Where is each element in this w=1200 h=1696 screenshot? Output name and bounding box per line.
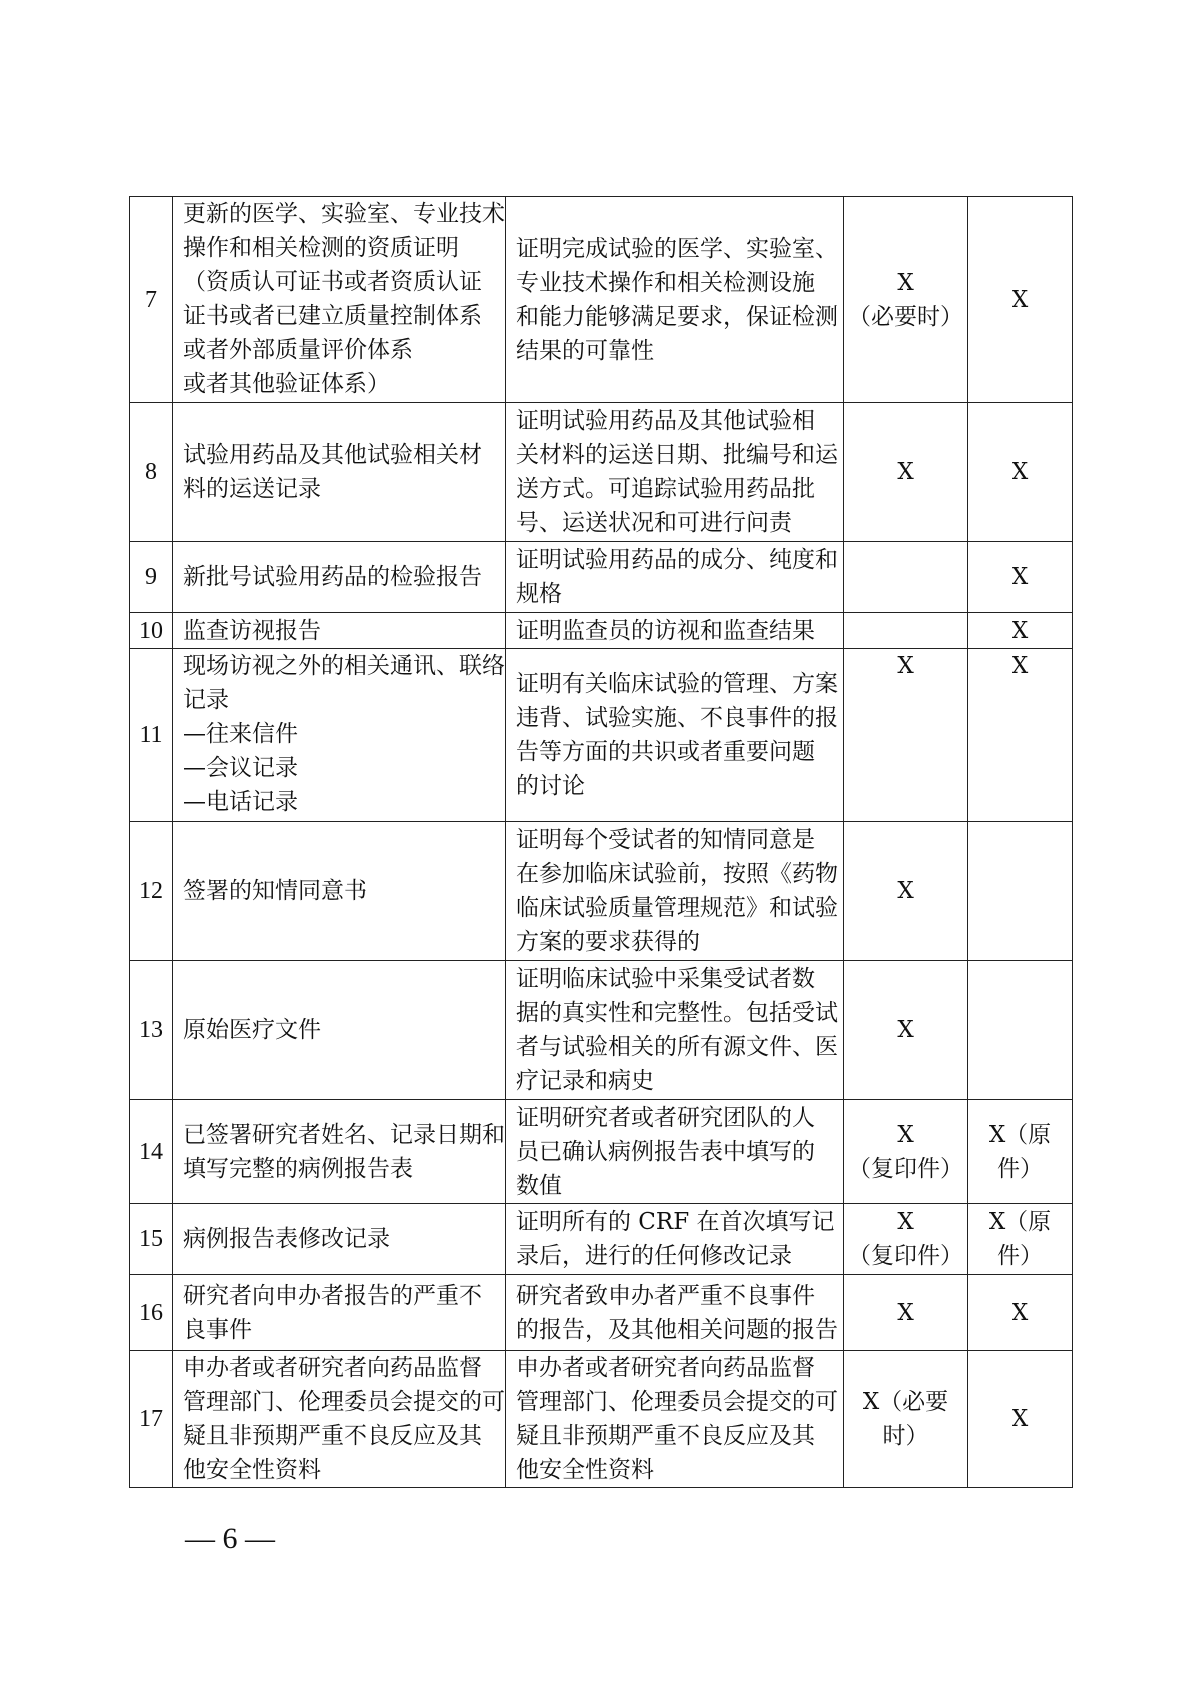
sponsor-mark-cell: X — [968, 197, 1073, 403]
row-number: 7 — [130, 197, 173, 403]
sponsor-mark-cell: X（原 件） — [968, 1204, 1073, 1275]
row-number: 15 — [130, 1204, 173, 1275]
document-name-cell: 新批号试验用药品的检验报告 — [173, 542, 506, 613]
sponsor-mark-cell: X — [968, 1275, 1073, 1351]
row-number: 10 — [130, 613, 173, 649]
sponsor-mark-cell — [968, 961, 1073, 1100]
investigator-mark-cell: X （复印件） — [844, 1100, 968, 1204]
table-row — [130, 961, 1073, 1100]
purpose-cell: 证明所有的 CRF 在首次填写记 录后，进行的任何修改记录 — [506, 1204, 844, 1275]
document-name-cell: 申办者或者研究者向药品监督 管理部门、伦理委员会提交的可 疑且非预期严重不良反应及其 他安全性资料 — [173, 1351, 506, 1488]
document-name-cell: 原始医疗文件 — [173, 961, 506, 1100]
investigator-mark-cell: X — [844, 961, 968, 1100]
row-number: 14 — [130, 1100, 173, 1204]
table-row — [130, 403, 1073, 542]
table-row — [130, 822, 1073, 961]
document-name-cell: 更新的医学、实验室、专业技术 操作和相关检测的资质证明 （资质认可证书或者资质认证 证书或者已建立质量控制体系 或者外部质量评价体系 或者其他验证体系） — [173, 197, 506, 403]
row-number: 17 — [130, 1351, 173, 1488]
document-name-cell: 已签署研究者姓名、记录日期和 填写完整的病例报告表 — [173, 1100, 506, 1204]
essential-documents-table — [129, 196, 1073, 1488]
purpose-cell: 证明试验用药品及其他试验相 关材料的运送日期、批编号和运 送方式。可追踪试验用药品批 号、运送状况和可进行问责 — [506, 403, 844, 542]
purpose-cell: 证明完成试验的医学、实验室、 专业技术操作和相关检测设施 和能力能够满足要求，保证检测 结果的可靠性 — [506, 197, 844, 403]
page-number: — 6 — — [185, 1522, 275, 1555]
table-row — [130, 613, 1073, 649]
row-number: 11 — [130, 649, 173, 822]
purpose-cell: 证明研究者或者研究团队的人 员已确认病例报告表中填写的 数值 — [506, 1100, 844, 1204]
table-row — [130, 1100, 1073, 1204]
document-name-cell: 监查访视报告 — [173, 613, 506, 649]
purpose-cell: 证明每个受试者的知情同意是 在参加临床试验前，按照《药物 临床试验质量管理规范》和试验 方案的要求获得的 — [506, 822, 844, 961]
table-row — [130, 542, 1073, 613]
purpose-cell: 研究者致申办者严重不良事件 的报告，及其他相关问题的报告 — [506, 1275, 844, 1351]
investigator-mark-cell: X — [844, 403, 968, 542]
sponsor-mark-cell: X — [968, 613, 1073, 649]
document-name-cell: 签署的知情同意书 — [173, 822, 506, 961]
document-name-cell: 研究者向申办者报告的严重不 良事件 — [173, 1275, 506, 1351]
document-name-cell: 现场访视之外的相关通讯、联络 记录 —往来信件 —会议记录 —电话记录 — [173, 649, 506, 822]
investigator-mark-cell: X — [844, 1275, 968, 1351]
purpose-cell: 证明有关临床试验的管理、方案 违背、试验实施、不良事件的报 告等方面的共识或者重要问题 的讨论 — [506, 649, 844, 822]
purpose-cell: 申办者或者研究者向药品监督 管理部门、伦理委员会提交的可 疑且非预期严重不良反应及其 他安全性资料 — [506, 1351, 844, 1488]
investigator-mark-cell — [844, 613, 968, 649]
sponsor-mark-cell — [968, 822, 1073, 961]
sponsor-mark-cell: X — [968, 542, 1073, 613]
table-row — [130, 1275, 1073, 1351]
investigator-mark-cell: X （必要时） — [844, 197, 968, 403]
document-name-cell: 试验用药品及其他试验相关材 料的运送记录 — [173, 403, 506, 542]
purpose-cell: 证明监查员的访视和监查结果 — [506, 613, 844, 649]
investigator-mark-cell: X — [844, 822, 968, 961]
sponsor-mark-cell: X — [968, 403, 1073, 542]
row-number: 13 — [130, 961, 173, 1100]
investigator-mark-cell: X（必要 时） — [844, 1351, 968, 1488]
row-number: 9 — [130, 542, 173, 613]
table-row — [130, 197, 1073, 403]
document-name-cell: 病例报告表修改记录 — [173, 1204, 506, 1275]
table-row — [130, 1204, 1073, 1275]
purpose-cell: 证明临床试验中采集受试者数 据的真实性和完整性。包括受试 者与试验相关的所有源文件、医 疗记录和病史 — [506, 961, 844, 1100]
row-number: 16 — [130, 1275, 173, 1351]
investigator-mark-cell: X — [844, 649, 968, 822]
investigator-mark-cell: X （复印件） — [844, 1204, 968, 1275]
sponsor-mark-cell: X — [968, 1351, 1073, 1488]
table-row — [130, 649, 1073, 822]
table-row — [130, 1351, 1073, 1488]
purpose-cell: 证明试验用药品的成分、纯度和 规格 — [506, 542, 844, 613]
row-number: 12 — [130, 822, 173, 961]
sponsor-mark-cell: X — [968, 649, 1073, 822]
investigator-mark-cell — [844, 542, 968, 613]
sponsor-mark-cell: X（原 件） — [968, 1100, 1073, 1204]
row-number: 8 — [130, 403, 173, 542]
